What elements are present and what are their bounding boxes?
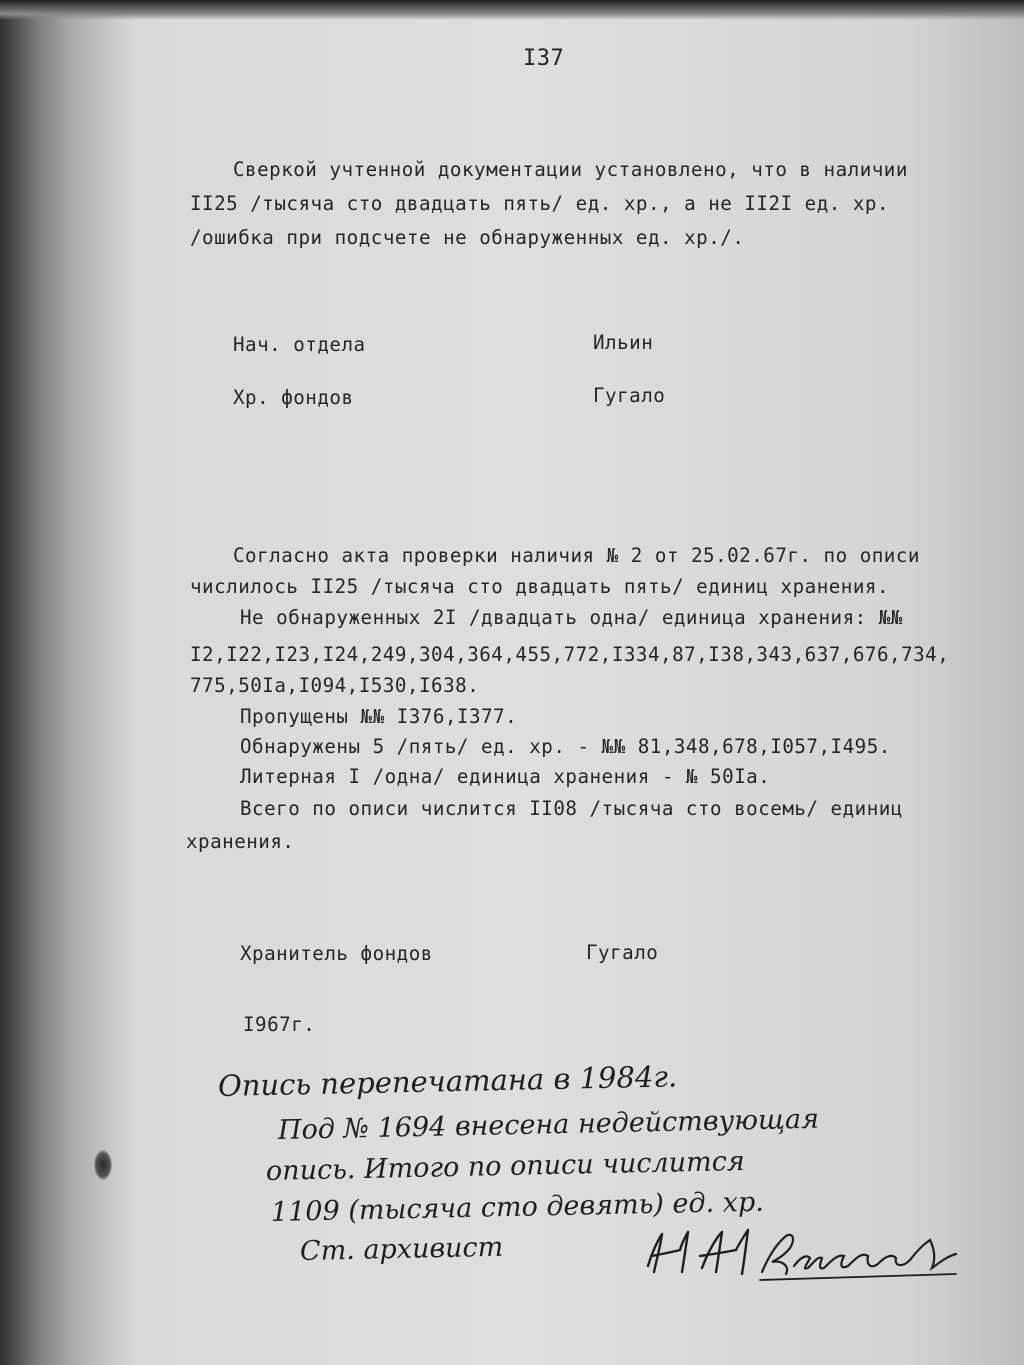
punch-hole (94, 1150, 112, 1180)
paragraph2-line2: числилось II25 /тысяча сто двадцать пять/ единиц хранения. (190, 575, 890, 598)
paragraph2-line1: Согласно акта проверки наличия № 2 от 25.02.67г. по описи (233, 544, 920, 567)
paragraph1-line3: /ошибка при подсчете не обнаруженных ед. хр./. (190, 226, 745, 249)
keeper-title: Хранитель фондов (240, 942, 433, 965)
signature1-name: Ильин (593, 331, 654, 354)
handwritten-line2: Под № 1694 внесена недействующая (277, 1103, 820, 1146)
document-year: I967г. (243, 1013, 316, 1036)
paragraph1-line2: II25 /тысяча сто двадцать пять/ ед. хр., а не II2I ед. хр. (190, 192, 890, 215)
paragraph2-line6: Пропущены №№ I376,I377. (240, 705, 518, 728)
paragraph2-line4: I2,I22,I23,I24,249,304,364,455,772,I334,87,I38,343,637,676,734, (190, 643, 950, 666)
paragraph2-line3: Не обнаруженных 2I /двадцать одна/ единица хранения: №№ (240, 606, 903, 629)
paragraph2-line5: 775,50Iа,I094,I530,I638. (190, 674, 480, 697)
signature1-title: Нач. отдела (233, 333, 366, 356)
keeper-name: Гугало (586, 941, 659, 964)
handwritten-line3: опись. Итого по описи числится (265, 1145, 745, 1187)
signature2-name: Гугало (593, 384, 666, 407)
paragraph1-line1: Сверкой учтенной документации установлено, что в наличии (233, 158, 908, 181)
page-top-edge (0, 0, 1024, 20)
page-number: I37 (523, 46, 565, 71)
archivist-title: Ст. архивист (299, 1231, 504, 1267)
paragraph2-line7: Обнаружены 5 /пять/ ед. хр. - №№ 81,348,678,I057,I495. (240, 735, 891, 758)
book-gutter-shadow (0, 0, 135, 1365)
archivist-signature (640, 1222, 960, 1286)
paragraph2-line10: хранения. (186, 830, 295, 853)
handwritten-line1: Опись перепечатана в 1984г. (217, 1059, 678, 1103)
paragraph2-line8: Литерная I /одна/ единица хранения - № 50Iа. (240, 765, 771, 788)
paragraph2-line9: Всего по описи числится II08 /тысяча сто восемь/ единиц (240, 797, 903, 820)
handwritten-line4: 1109 (тысяча сто девять) ед. хр. (270, 1186, 765, 1228)
signature2-title: Хр. фондов (233, 386, 354, 409)
